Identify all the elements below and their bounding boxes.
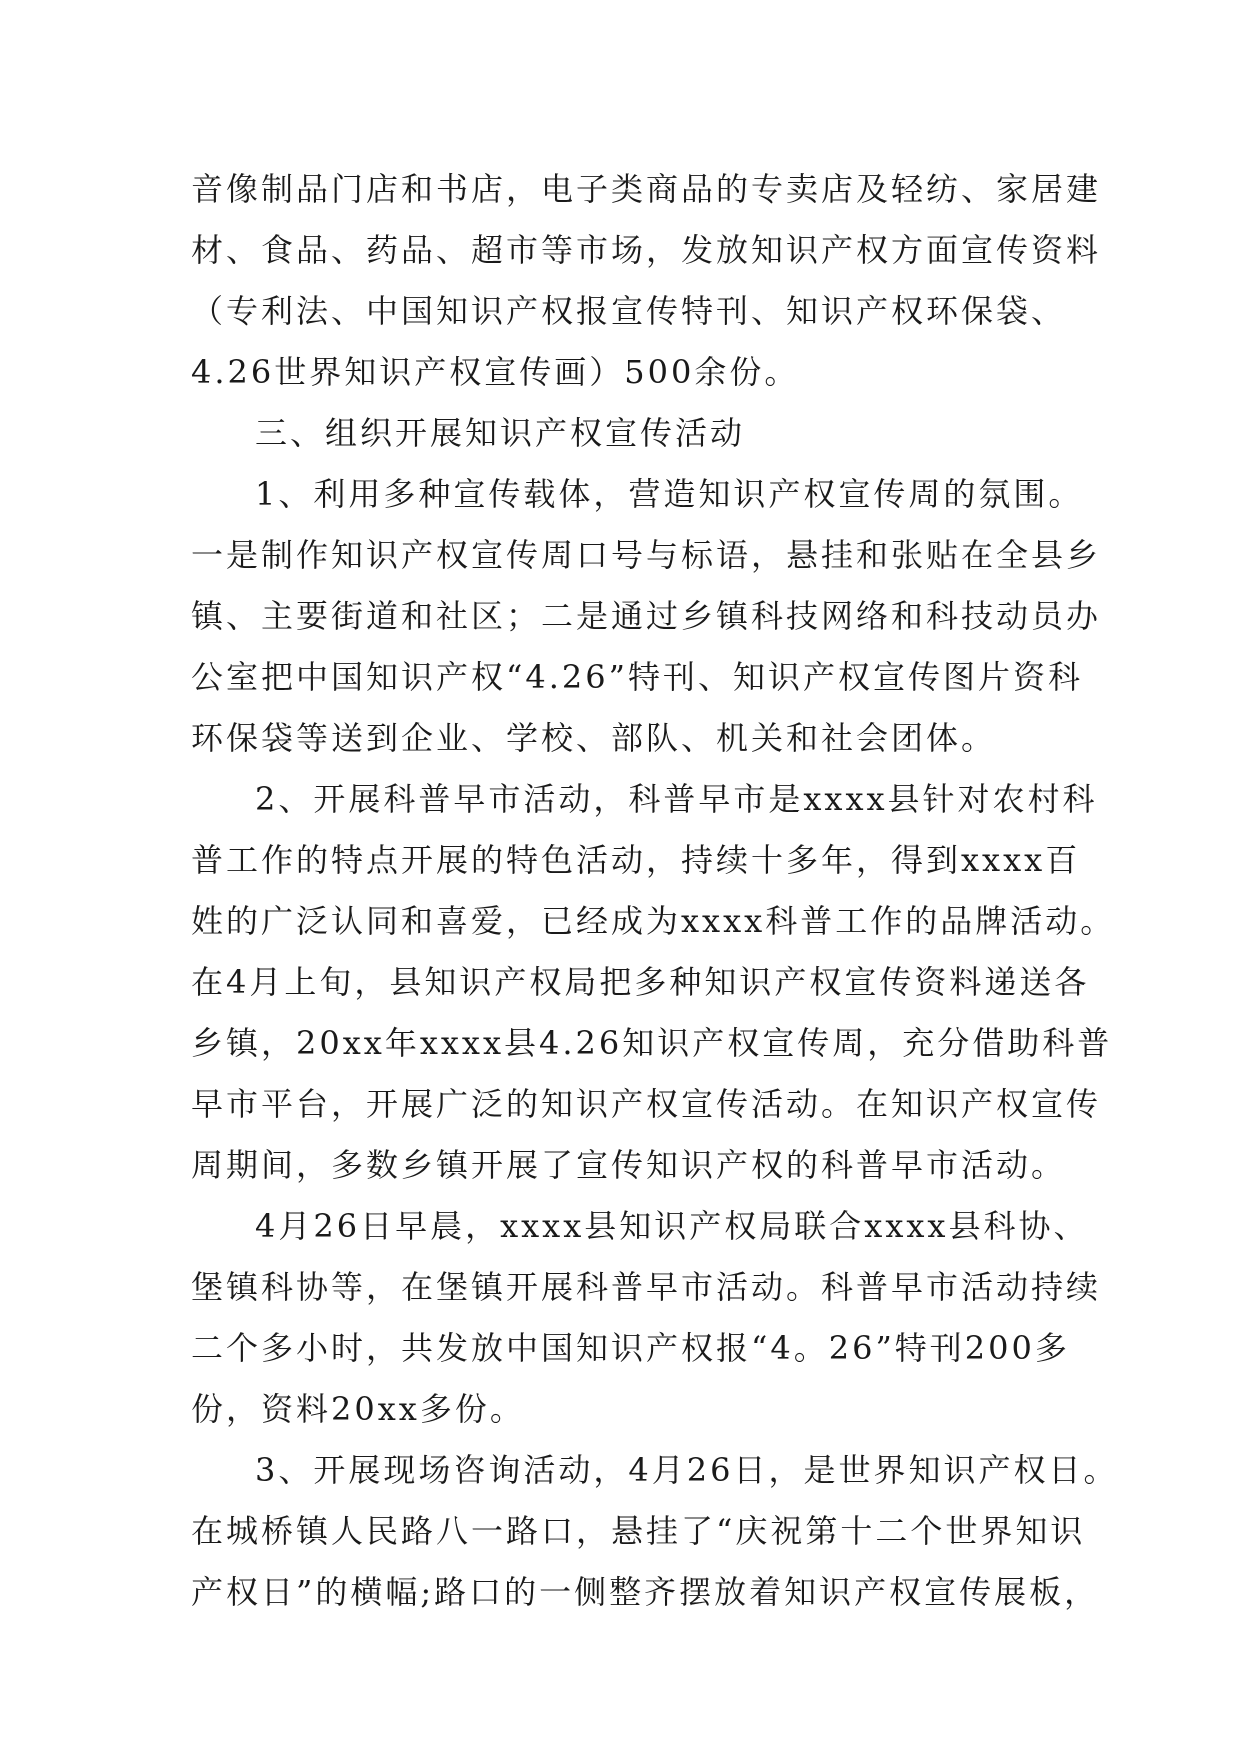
text-line: 堡镇科协等，在堡镇开展科普早市活动。科普早市活动持续 [191, 1268, 1102, 1306]
text-line: 音像制品门店和书店，电子类商品的专卖店及轻纺、家居建 [191, 170, 1102, 208]
text-line: 环保袋等送到企业、学校、部队、机关和社会团体。 [191, 719, 997, 757]
text-line: 早市平台，开展广泛的知识产权宣传活动。在知识产权宣传 [191, 1085, 1102, 1123]
text-line: 二个多小时，共发放中国知识产权报“4。26”特刊200多 [191, 1329, 1070, 1367]
text-line: 产权日”的横幅;路口的一侧整齐摆放着知识产权宣传展板， [191, 1573, 1100, 1611]
document-body [191, 159, 1119, 1623]
text-line: 在4月上旬，县知识产权局把多种知识产权宣传资料递送各 [191, 963, 1090, 1001]
text-line: 份，资料20xx多份。 [191, 1390, 525, 1428]
text-line: 周期间，多数乡镇开展了宣传知识产权的科普早市活动。 [191, 1146, 1067, 1184]
text-line: 普工作的特点开展的特色活动，持续十多年，得到xxxx百 [191, 841, 1081, 879]
text-line: 姓的广泛认同和喜爱，已经成为xxxx科普工作的品牌活动。 [191, 902, 1116, 940]
text-line: 镇、主要街道和社区；二是通过乡镇科技网络和科技动员办 [191, 597, 1102, 635]
paragraph-start: 2、开展科普早市活动，科普早市是xxxx县针对农村科 [255, 780, 1098, 818]
text-line: 一是制作知识产权宣传周口号与标语，悬挂和张贴在全县乡 [191, 536, 1102, 574]
text-line: 在城桥镇人民路八一路口，悬挂了“庆祝第十二个世界知识 [191, 1512, 1086, 1550]
paragraph-start: 4月26日早晨，xxxx县知识产权局联合xxxx县科协、 [255, 1207, 1089, 1245]
paragraph-start: 3、开展现场咨询活动，4月26日，是世界知识产权日。 [255, 1451, 1119, 1489]
paragraph-start: 1、利用多种宣传载体，营造知识产权宣传周的氛围。 [255, 475, 1084, 513]
text-line: （专利法、中国知识产权报宣传特刊、知识产权环保袋、 [191, 292, 1067, 330]
section-heading: 三、组织开展知识产权宣传活动 [255, 414, 746, 452]
text-line: 乡镇，20xx年xxxx县4.26知识产权宣传周，充分借助科普 [191, 1024, 1113, 1062]
text-line: 材、食品、药品、超市等市场，发放知识产权方面宣传资料 [191, 231, 1102, 269]
text-line: 4.26世界知识产权宣传画）500余份。 [191, 353, 800, 391]
text-line: 公室把中国知识产权“4.26”特刊、知识产权宣传图片资科 [191, 658, 1083, 696]
